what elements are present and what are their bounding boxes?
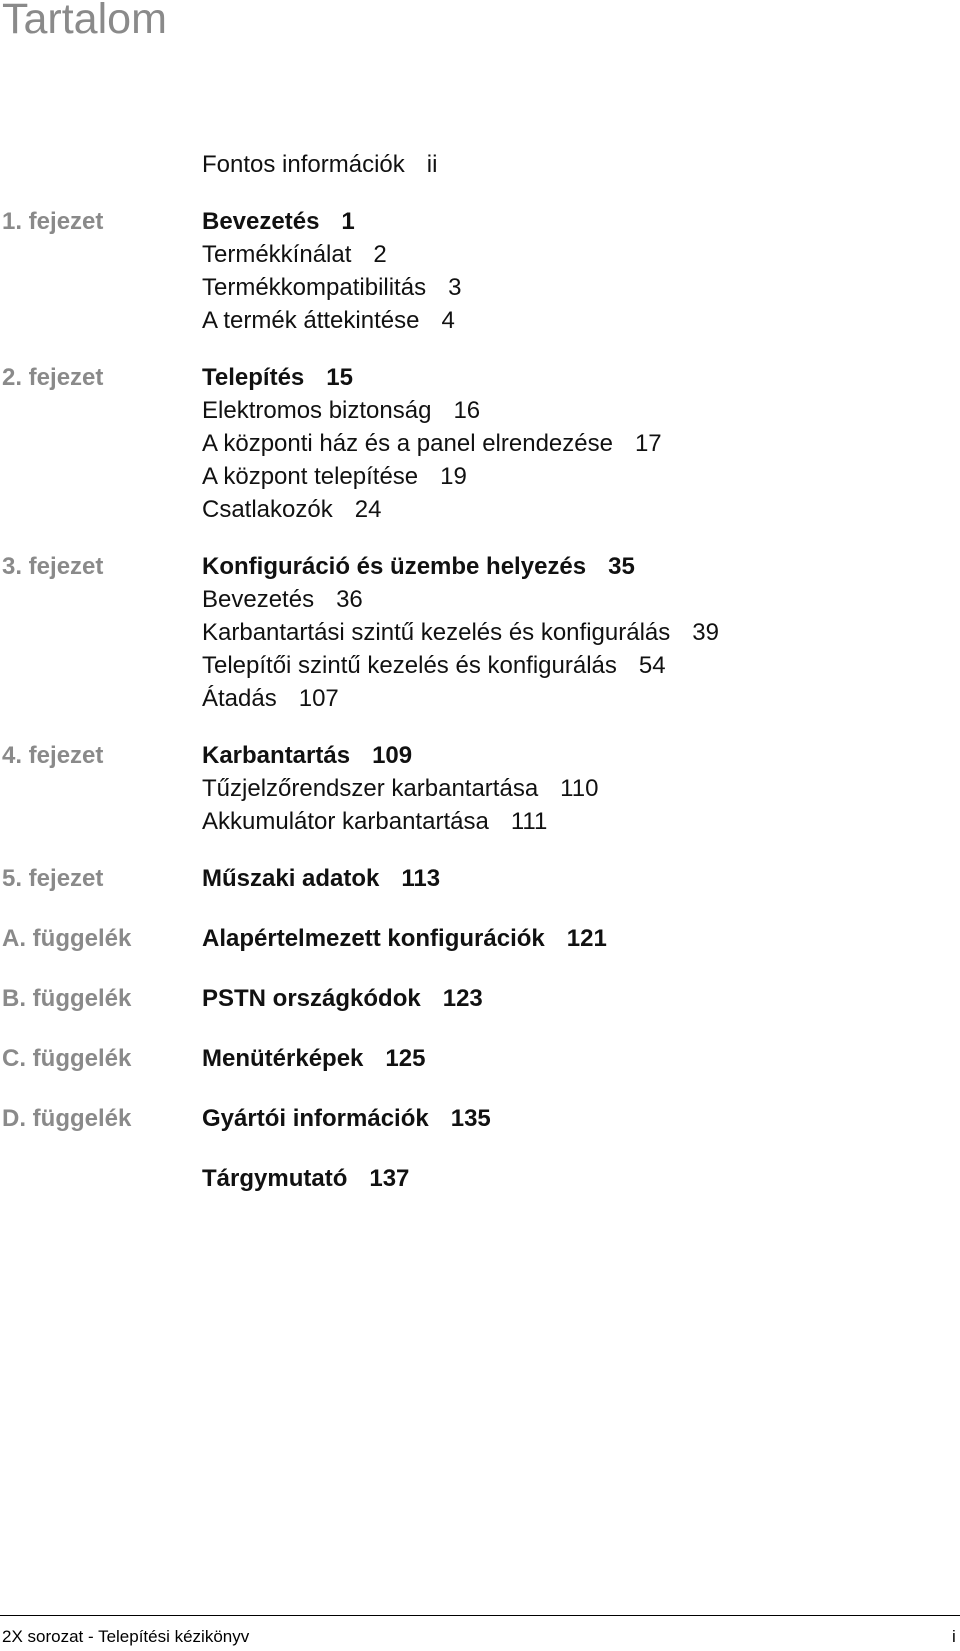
chapter-title: Műszaki adatok 113 <box>202 865 441 892</box>
toc-page-number: 111 <box>510 808 548 835</box>
appendix-title: Alapértelmezett konfigurációk 121 <box>202 925 607 952</box>
section-title: Elektromos biztonság 16 <box>202 397 481 424</box>
toc-page-number: 113 <box>401 865 441 892</box>
section-title: A termék áttekintése 4 <box>202 307 455 334</box>
toc-section[interactable] <box>0 772 960 806</box>
chapter-title: Karbantartás 109 <box>202 742 413 769</box>
toc-section[interactable] <box>0 271 960 305</box>
toc-page-number: 3 <box>448 274 462 301</box>
chapter-title: Bevezetés 1 <box>202 208 355 235</box>
section-title: Bevezetés 36 <box>202 586 363 613</box>
section-title: Karbantartási szintű kezelés és konfigurálás 39 <box>202 619 719 646</box>
toc-page-number: 125 <box>385 1045 426 1072</box>
index-title: Tárgymutató 137 <box>202 1165 410 1192</box>
chapter-label: 2. fejezet <box>2 364 104 391</box>
section-title: Akkumulátor karbantartása 111 <box>202 808 548 835</box>
toc-chapter-4[interactable] <box>0 739 960 773</box>
toc-page-number: 35 <box>608 553 635 580</box>
toc-section[interactable] <box>0 238 960 272</box>
toc-section[interactable] <box>0 460 960 494</box>
appendix-label: C. függelék <box>2 1045 132 1072</box>
toc-chapter-3[interactable] <box>0 550 960 584</box>
toc-page-number: 16 <box>453 397 481 424</box>
section-title: Csatlakozók 24 <box>202 496 382 523</box>
toc-page-number: 1 <box>341 208 355 235</box>
section-title: Termékkompatibilitás 3 <box>202 274 462 301</box>
section-title: Tűzjelzőrendszer karbantartása 110 <box>202 775 599 802</box>
toc-section[interactable] <box>0 805 960 839</box>
toc-chapter-5[interactable] <box>0 862 960 896</box>
toc-section[interactable] <box>0 427 960 461</box>
toc-page-number: 4 <box>441 307 455 334</box>
toc-appendix-d[interactable] <box>0 1102 960 1136</box>
toc-page-number: 110 <box>560 775 599 802</box>
chapter-label: 3. fejezet <box>2 553 104 580</box>
section-title: A központi ház és a panel elrendezése 17 <box>202 430 662 457</box>
toc-page-number: 54 <box>638 652 666 679</box>
chapter-label: 1. fejezet <box>2 208 104 235</box>
section-title: Átadás 107 <box>202 685 339 712</box>
chapter-label: 5. fejezet <box>2 865 104 892</box>
toc-page-number: 109 <box>372 742 413 769</box>
appendix-label: D. függelék <box>2 1105 132 1132</box>
toc-chapter-1[interactable] <box>0 205 960 239</box>
toc-page-number: 135 <box>450 1105 491 1132</box>
appendix-title: PSTN országkódok 123 <box>202 985 483 1012</box>
toc-section[interactable] <box>0 493 960 527</box>
appendix-label: B. függelék <box>2 985 132 1012</box>
toc-page-number: 15 <box>326 364 353 391</box>
toc-entry-text: Fontos információk ii <box>202 151 438 178</box>
toc-section[interactable] <box>0 682 960 716</box>
toc-page-number: 24 <box>354 496 382 523</box>
toc-chapter-2[interactable] <box>0 361 960 395</box>
toc-page-number: 123 <box>442 985 483 1012</box>
toc-section[interactable] <box>0 616 960 650</box>
toc-page-number: 107 <box>298 685 339 712</box>
appendix-label: A. függelék <box>2 925 132 952</box>
appendix-title: Gyártói információk 135 <box>202 1105 491 1132</box>
toc-page-number: 137 <box>369 1165 410 1192</box>
toc-page-number: ii <box>426 151 438 178</box>
toc-section[interactable] <box>0 649 960 683</box>
toc-entry-important-info[interactable] <box>0 148 960 182</box>
toc-section[interactable] <box>0 394 960 428</box>
toc-page-number: 19 <box>440 463 467 490</box>
footer-document-title: 2X sorozat - Telepítési kézikönyv <box>2 1627 250 1646</box>
toc-page-number: 121 <box>566 925 607 952</box>
section-title: Telepítői szintű kezelés és konfigurálás 54 <box>202 652 666 679</box>
toc-section[interactable] <box>0 304 960 338</box>
footer-page-number: i <box>952 1627 956 1646</box>
toc-appendix-a[interactable] <box>0 922 960 956</box>
toc-page-number: 17 <box>634 430 662 457</box>
appendix-title: Menütérképek 125 <box>202 1045 426 1072</box>
chapter-title: Telepítés 15 <box>202 364 353 391</box>
toc-appendix-c[interactable] <box>0 1042 960 1076</box>
chapter-title: Konfiguráció és üzembe helyezés 35 <box>202 553 635 580</box>
toc-appendix-b[interactable] <box>0 982 960 1016</box>
section-title: A központ telepítése 19 <box>202 463 467 490</box>
toc-page-number: 39 <box>692 619 719 646</box>
toc-page-number: 2 <box>373 241 387 268</box>
section-title: Termékkínálat 2 <box>202 241 387 268</box>
chapter-label: 4. fejezet <box>2 742 104 769</box>
footer-divider <box>0 1615 960 1616</box>
toc-section[interactable] <box>0 583 960 617</box>
toc-index[interactable] <box>0 1162 960 1196</box>
toc-page-number: 36 <box>336 586 363 613</box>
page-title: Tartalom <box>2 0 167 43</box>
